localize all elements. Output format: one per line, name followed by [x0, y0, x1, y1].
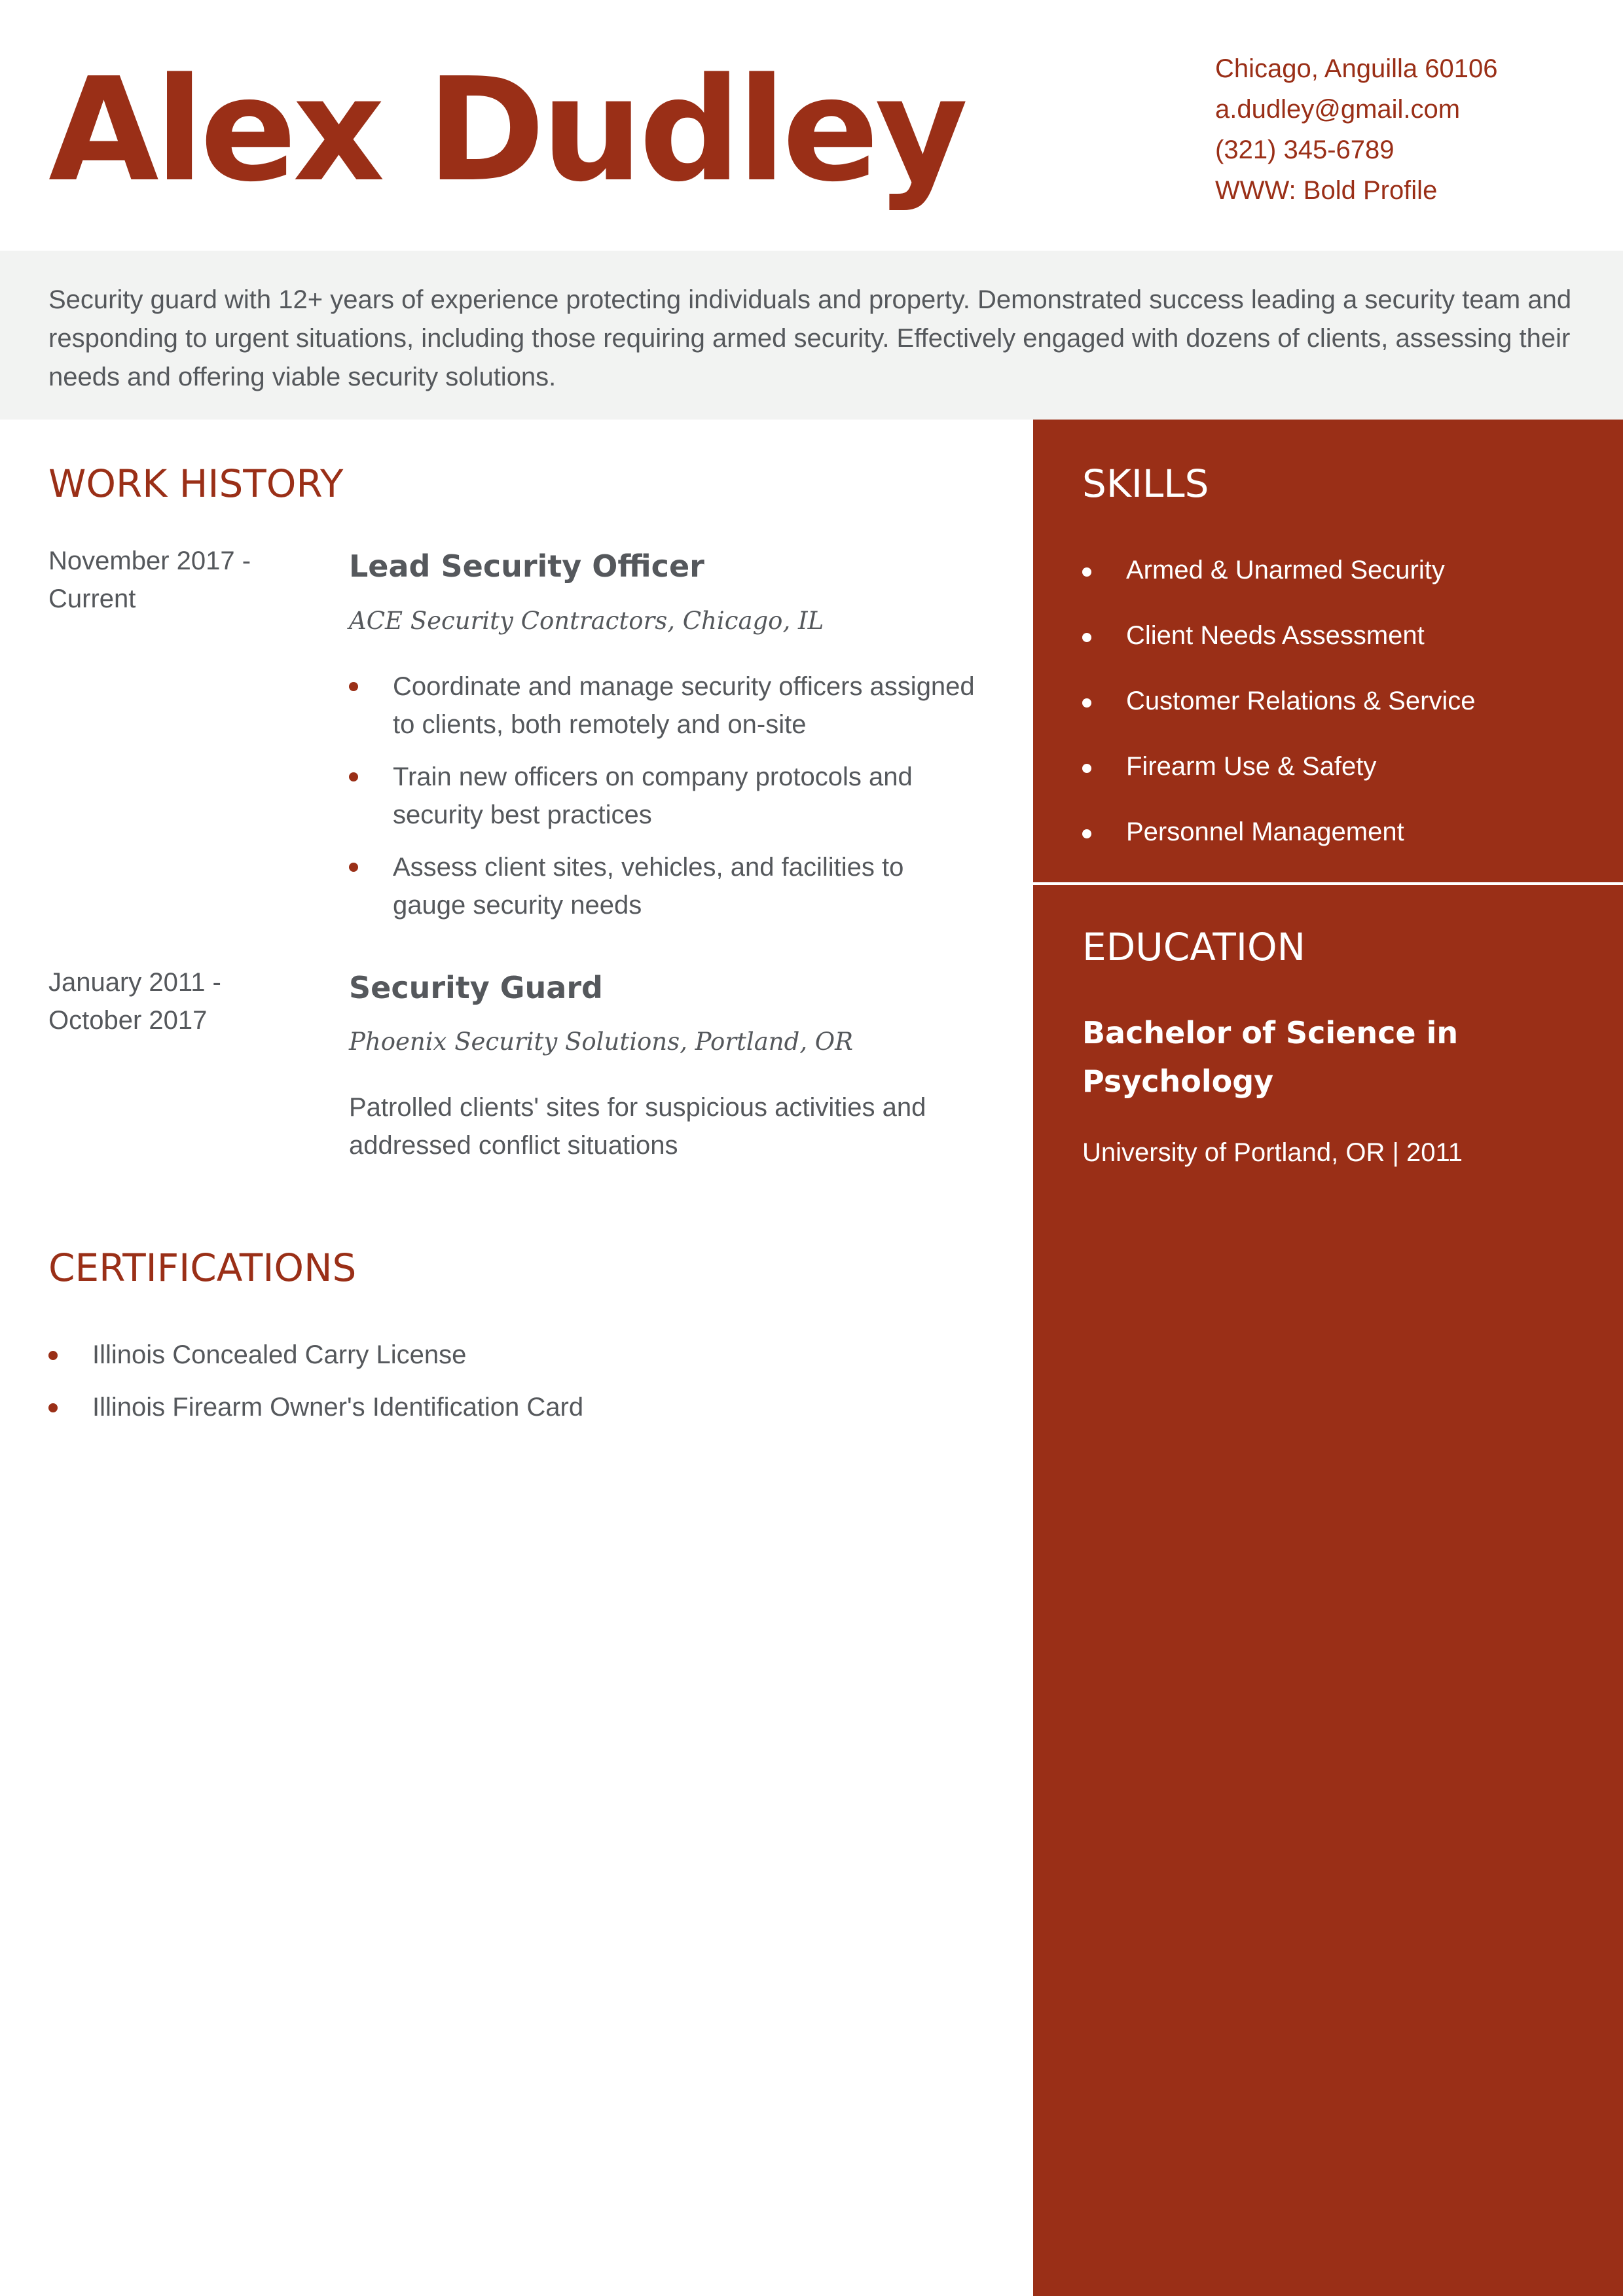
certification-item [48, 1381, 583, 1433]
job-date-start: November 2017 - [48, 547, 251, 575]
sidebar [1033, 420, 1623, 2296]
bullet-icon [48, 1403, 58, 1412]
contact-phone[interactable]: (321) 345-6789 [1215, 135, 1395, 164]
job-bullet-text: Train new officers on company protocols and security best practices [393, 762, 913, 829]
skills-list [1082, 537, 1476, 865]
job-bullets [349, 668, 977, 939]
job-dates [48, 542, 251, 618]
candidate-name: Alex Dudley [48, 48, 964, 213]
job-bullet [349, 758, 977, 834]
education-heading: EDUCATION [1082, 925, 1306, 969]
contact-info [1215, 48, 1497, 211]
job-title: Security Guard [349, 970, 603, 1005]
education-school: University of Portland, OR | 2011 [1082, 1138, 1463, 1167]
bullet-icon [1082, 829, 1091, 838]
bullet-icon [1082, 567, 1091, 577]
skill-text: Personnel Management [1126, 817, 1404, 846]
job-bullet-text: Coordinate and manage security officers assigned to clients, both remotely and on-site [393, 672, 975, 739]
bullet-icon [1082, 698, 1091, 708]
job-bullet [349, 668, 977, 744]
skills-heading: SKILLS [1082, 461, 1209, 506]
job-date-end: October 2017 [48, 1006, 208, 1035]
certification-item [48, 1329, 583, 1381]
bullet-icon [1082, 764, 1091, 773]
skill-item [1082, 799, 1476, 865]
contact-website[interactable]: WWW: Bold Profile [1215, 176, 1438, 205]
skill-item [1082, 668, 1476, 734]
bullet-icon [349, 772, 358, 781]
skill-item [1082, 537, 1476, 603]
job-company: ACE Security Contractors, Chicago, IL [349, 607, 824, 635]
education-degree: Bachelor of Science in Psychology [1082, 1015, 1459, 1099]
bullet-icon [349, 863, 358, 872]
skill-item [1082, 734, 1476, 799]
job-date-end: Current [48, 584, 136, 613]
work-history-heading: WORK HISTORY [48, 461, 344, 506]
certification-text: Illinois Concealed Carry License [92, 1340, 467, 1369]
section-divider [1033, 882, 1623, 885]
resume-header [0, 0, 1623, 251]
bullet-icon [48, 1351, 58, 1360]
bullet-icon [349, 682, 358, 691]
job-bullet [349, 848, 977, 924]
job-title: Lead Security Officer [349, 548, 704, 584]
job-bullet-text: Assess client sites, vehicles, and facilities to gauge security needs [393, 853, 904, 920]
job-date-start: January 2011 - [48, 968, 221, 997]
skill-text: Firearm Use & Safety [1126, 752, 1377, 781]
contact-email[interactable]: a.dudley@gmail.com [1215, 95, 1461, 124]
job-company: Phoenix Security Solutions, Portland, OR [349, 1028, 853, 1056]
skill-item [1082, 603, 1476, 668]
job-dates [48, 963, 221, 1039]
certification-text: Illinois Firearm Owner's Identification Card [92, 1393, 584, 1422]
professional-summary [0, 251, 1623, 420]
skill-text: Client Needs Assessment [1126, 621, 1425, 650]
contact-address: Chicago, Anguilla 60106 [1215, 54, 1498, 83]
bullet-icon [1082, 633, 1091, 642]
skill-text: Armed & Unarmed Security [1126, 556, 1445, 584]
job-description: Patrolled clients' sites for suspicious activities and addressed conflict situations [349, 1093, 926, 1160]
certifications-heading: CERTIFICATIONS [48, 1246, 357, 1290]
certifications-list [48, 1329, 583, 1433]
summary-text: Security guard with 12+ years of experience protecting individuals and property. Demonstrated success leading a security team and responding to urgent situations, including those requiring armed security. Effectively engaged with dozens of clients, assessing their needs and offering viable security solutions. [48, 285, 1572, 391]
skill-text: Customer Relations & Service [1126, 687, 1476, 715]
